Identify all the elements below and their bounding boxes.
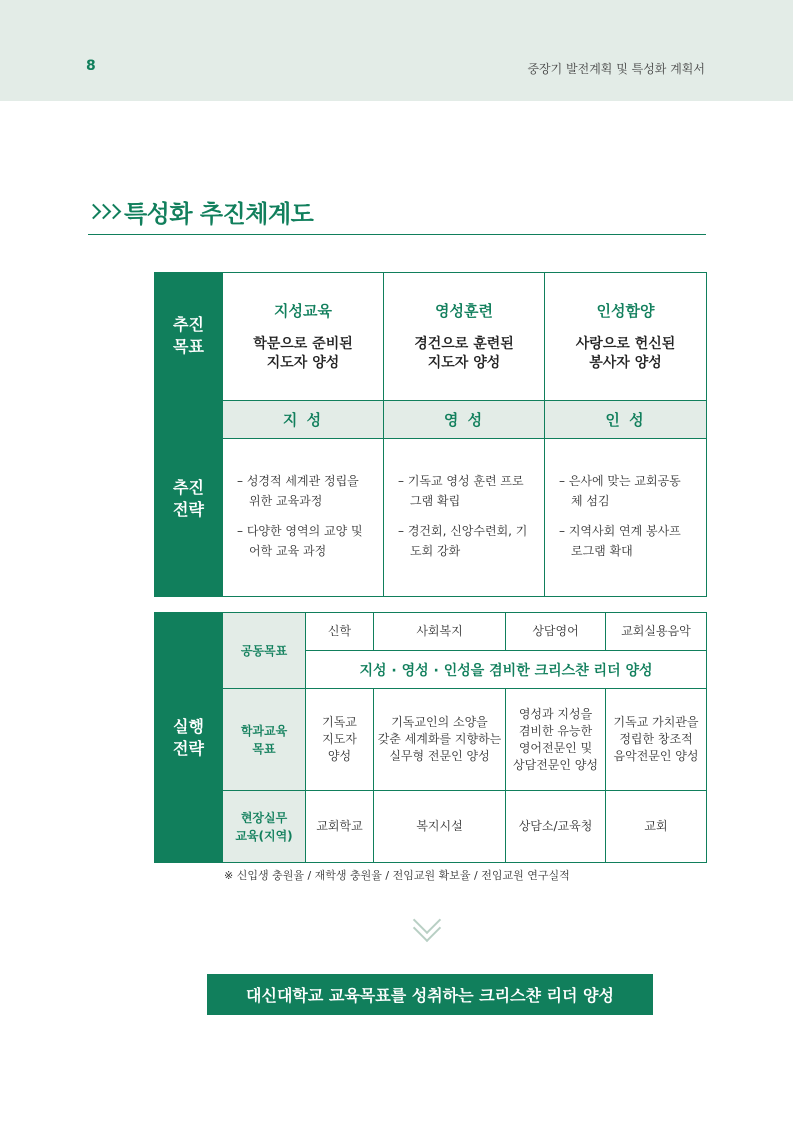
section-heading [88,193,313,229]
dept-goal-cell: 영성과 지성을 겸비한 유능한 영어전문인 및 상담전문인 양성 [506,689,606,791]
field-training-cell: 교회 [606,791,707,863]
common-goal-label: 공동목표 [223,613,306,689]
field-name: 교회실용음악 [606,613,707,651]
field-training-cell: 복지시설 [374,791,506,863]
strategy-cell [545,439,707,597]
header-bar [0,0,793,101]
triple-chevron-icon [88,206,118,217]
goals-strategy-table [154,272,707,597]
strategy-item: – 지역사회 연계 봉사프로그램 확대 [559,523,681,558]
goal-cell: 영성훈련 경건으로 훈련된 지도자 양성 [384,273,545,401]
common-goal: 지성 · 영성 · 인성을 겸비한 크리스챤 리더 양성 [306,651,707,689]
section-divider [88,234,706,235]
field-name: 신학 [306,613,374,651]
goal-cell: 인성함양 사랑으로 헌신된 봉사자 양성 [545,273,707,401]
strategy-item: – 성경적 세계관 정립을 위한 교육과정 [237,473,359,508]
dept-goal-cell: 기독교인의 소양을 갖춘 세계화를 지향하는 실무형 전문인 양성 [374,689,506,791]
strategy-item: – 기독교 영성 훈련 프로그램 확립 [398,473,524,508]
strategy-heading: 지 성 [223,401,384,439]
field-training-cell: 교회학교 [306,791,374,863]
field-training-label: 현장실무 교육(지역) [223,791,306,863]
dept-goal-cell: 기독교 가치관을 정립한 창조적 음악전문인 양성 [606,689,707,791]
field-name: 상담영어 [506,613,606,651]
strategy-cell [384,439,545,597]
strategy-item: – 은사에 맞는 교회공동체 섬김 [559,473,681,508]
strategy-item: – 경건회, 신앙수련회, 기도회 강화 [398,523,528,558]
goal-cell: 지성교육 학문으로 준비된 지도자 양성 [223,273,384,401]
field-training-cell: 상담소/교육청 [506,791,606,863]
execution-side-label: 실행 전략 [155,613,223,863]
section-title: 특성화 추진체계도 [124,199,314,228]
execution-table [154,612,707,863]
strategy-heading: 인 성 [545,401,707,439]
strategy-cell [223,439,384,597]
strategy-heading: 영 성 [384,401,545,439]
page-number: 8 [86,58,96,74]
strategy-side-label: 추진 전략 [155,401,223,597]
strategy-item: – 다양한 영역의 교양 및 어학 교육 과정 [237,523,363,558]
double-chevron-down-icon [408,914,448,944]
field-name: 사회복지 [374,613,506,651]
dept-goal-cell: 기독교 지도자 양성 [306,689,374,791]
conclusion-banner: 대신대학교 교육목표를 성취하는 크리스챤 리더 양성 [207,974,653,1015]
document-title: 중장기 발전계획 및 특성화 계획서 [527,62,705,76]
dept-goal-label: 학과교육 목표 [223,689,306,791]
footnote: ※ 신입생 충원율 / 재학생 충원율 / 전임교원 확보율 / 전임교원 연구실적 [224,869,570,882]
goals-side-label: 추진 목표 [155,273,223,401]
